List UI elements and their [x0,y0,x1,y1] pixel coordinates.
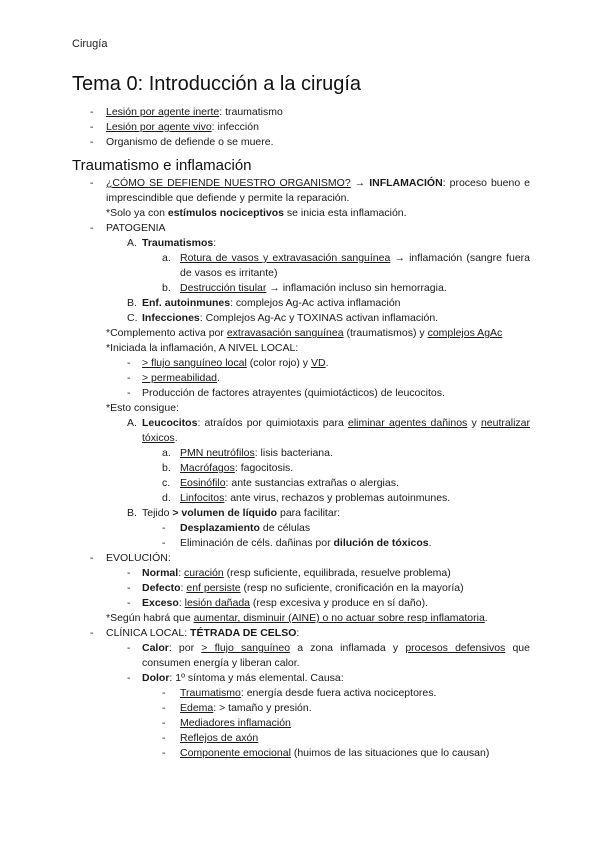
intro-item [72,105,530,120]
list-item [72,371,530,386]
term-underlined: > flujo sanguíneo [201,642,291,654]
term-text: a zona inflamada y [290,642,406,654]
term-text: Tejido [142,507,173,519]
patogenia-label: PATOGENIA [106,222,166,234]
term-text: que consumen energía y liberan calor. [142,642,530,669]
term-text: : 1º síntoma y más elemental. Causa: [169,672,344,684]
term-text: . [428,537,432,549]
term-underlined: enf persiste [186,582,241,594]
list-item-patogenia [72,221,530,236]
list-item [72,446,530,461]
term-underlined: procesos defensivos [405,642,506,654]
term-underlined: neutralizar tóxicos [142,417,530,444]
note-text: . [484,612,488,624]
note-text: *Esto consigue: [106,402,179,414]
term-bold: Desplazamiento [180,522,260,534]
intro-text: Organismo de defiende o se muere. [106,136,274,148]
letter-marker: A. [127,417,137,429]
page-header: Cirugía [72,38,108,50]
term-text: : Complejos Ag-Ac y TOXINAS activan inflamación. [199,312,439,324]
note-text: *Solo ya con [106,207,168,219]
intro-item [72,135,530,150]
term-text: : complejos Ag-Ac activa inflamación [230,297,401,309]
letter-marker: d. [162,492,171,504]
term-text: → inflamación incluso sin hemorragia. [266,282,447,294]
dash-bullet: - [90,222,94,234]
list-item [72,506,530,521]
term-text: . [325,357,329,369]
list-item [72,671,530,686]
term-bold: Exceso [142,597,179,609]
list-item [72,716,530,731]
letter-marker: a. [162,252,171,264]
list-item [72,641,530,671]
term-bold: Traumatismos [142,237,214,249]
term-text: y [467,417,481,429]
evolucion-label: EVOLUCIÓN: [106,552,171,564]
term-underlined: Traumatismo [180,687,241,699]
letter-marker: B. [127,507,137,519]
term-text: → inflamación (sangre fuera de vasos es irritante) [180,252,530,279]
term-text: Eliminación de céls. dañinas por [180,537,334,549]
clinica-label: CLÍNICA LOCAL: [106,627,191,639]
term-text: (resp suficiente, equilibrada, resuelve problema) [223,567,451,579]
term-bold: Leucocitos [142,417,198,429]
list-item [72,236,530,251]
dash-bullet: - [90,121,94,133]
dash-bullet: - [127,372,131,384]
term-underlined: PMN neutrófilos [180,447,255,459]
term-text: de células [259,522,311,534]
term-underlined: Reflejos de axón [180,732,259,744]
term-underlined: eliminar agentes dañinos [348,417,468,429]
term-underlined: lesión dañada [184,597,251,609]
term-text: : [178,567,185,579]
term-bold: > volumen de líquido [172,507,278,519]
term-text: : fagocitosis. [234,462,294,474]
term-text: : energía desde fuera activa nociceptores. [240,687,437,699]
list-item [72,281,530,296]
term-bold: TÉTRADA DE CELSO [190,627,297,639]
list-item [72,386,530,401]
term-underlined: Rotura de vasos y extravasación sanguínea [180,252,391,264]
note [72,326,530,356]
dash-bullet: - [90,106,94,118]
list-item [72,581,530,596]
term-underlined: aumentar, disminuir (AINE) o no actuar sobre resp inflamatoria [193,612,485,624]
intro-item [72,120,530,135]
list-item [72,596,530,611]
intro-text: : traumatismo [219,106,283,118]
list-item [72,731,530,746]
term-bold: dilución de tóxicos [333,537,429,549]
term-underlined: Componente emocional [180,747,291,759]
note-text: (traumatismos) y [343,327,428,339]
dash-bullet: - [127,582,131,594]
dash-bullet: - [127,387,131,399]
document-title: Tema 0: Introducción a la cirugía [72,73,362,95]
dash-bullet: - [90,552,94,564]
list-item [72,521,530,536]
section-heading: Traumatismo e inflamación [72,157,252,174]
term-bold: Enf. autoinmunes [142,297,231,309]
dash-bullet: - [127,357,131,369]
dash-bullet: - [90,136,94,148]
term-text: (color rojo) y [246,357,311,369]
note [72,611,530,626]
term-text: (resp no suficiente, cronificación en la mayoría) [240,582,464,594]
dash-bullet: - [90,627,94,639]
clinica-label: : [296,627,300,639]
term-underlined: Destrucción tisular [180,282,267,294]
list-item [72,746,530,761]
term-underlined: Macrófagos [180,462,235,474]
term-text: : > tamaño y presión. [213,702,312,714]
list-item [72,701,530,716]
dash-bullet: - [162,522,166,534]
term-underlined: > flujo sanguíneo local [142,357,247,369]
dash-bullet: - [162,732,166,744]
term-bold: Calor [142,642,169,654]
term-text: Producción de factores atrayentes (quimiotácticos) de leucocitos. [142,387,445,399]
term-bold: Dolor [142,672,170,684]
letter-marker: C. [127,312,138,324]
list-item-evolucion [72,551,530,566]
letter-marker: B. [127,297,137,309]
term-text: (huimos de las situaciones que lo causan) [290,747,490,759]
term-text: (resp excesiva y produce en sí daño). [250,597,429,609]
term-underlined: Edema [180,702,214,714]
dash-bullet: - [162,537,166,549]
dash-bullet: - [90,177,94,189]
list-item [72,461,530,476]
defense-question: ¿CÓMO SE DEFIENDE NUESTRO ORGANISMO? [106,177,351,189]
term-text: : atraídos por quimiotaxis para [197,417,348,429]
term-text: : [213,237,217,249]
list-item [72,491,530,506]
term-text: . [217,372,220,384]
dash-bullet: - [162,702,166,714]
term-underlined: Mediadores inflamación [180,717,291,729]
list-item [72,251,530,281]
term-underlined: Eosinófilo [180,477,226,489]
dash-bullet: - [162,717,166,729]
term-text: : [178,597,185,609]
list-item-clinica [72,626,530,641]
letter-marker: A. [127,237,137,249]
letter-marker: a. [162,447,171,459]
note-text: *Complemento activa por [106,327,227,339]
intro-term: Lesión por agente vivo [106,121,212,133]
note-text: se inicia esta inflamación. [284,207,407,219]
term-text: . [174,432,178,444]
term-text: : [180,582,187,594]
list-item [72,356,530,371]
dash-bullet: - [162,747,166,759]
term-bold: Defecto [142,582,181,594]
dash-bullet: - [162,687,166,699]
arrow: → [350,177,370,189]
defense-text: : proceso bueno e imprescindible que defiende y permite la reparación. [106,177,530,204]
term-text: : lisis bacteriana. [254,447,333,459]
note [72,401,530,416]
list-item-defense [72,176,530,221]
term-bold: Normal [142,567,179,579]
intro-text: : infección [211,121,259,133]
term-bold: Infecciones [142,312,200,324]
term-underlined: Linfocitos [180,492,225,504]
term-text: : por [168,642,202,654]
note-text: *Según habrá que [106,612,194,624]
letter-marker: b. [162,282,171,294]
list-item [72,566,530,581]
list-item [72,311,530,326]
intro-term: Lesión por agente inerte [106,106,220,118]
list-item [72,536,530,551]
inflammation-term: INFLAMACIÓN [369,177,443,189]
dash-bullet: - [127,642,131,654]
term-underlined: curación [184,567,224,579]
note-text: *Iniciada la inflamación, A NIVEL LOCAL: [106,342,299,354]
term-underlined: > permeabilidad [142,372,218,384]
term-text: para facilitar: [277,507,341,519]
term-text: : ante sustancias extrañas o alergias. [225,477,399,489]
list-item [72,686,530,701]
dash-bullet: - [127,567,131,579]
term-text: : ante virus, rechazos y problemas autoinmunes. [224,492,451,504]
dash-bullet: - [127,672,131,684]
letter-marker: b. [162,462,171,474]
list-item [72,476,530,491]
term-underlined: extravasación sanguínea [226,327,344,339]
note-bold: estímulos nociceptivos [167,207,284,219]
list-item [72,296,530,311]
document-body [72,105,530,761]
letter-marker: c. [162,477,171,489]
term-underlined: complejos AgAc [427,327,503,339]
list-item [72,416,530,446]
term-underlined: VD [310,357,326,369]
dash-bullet: - [127,597,131,609]
